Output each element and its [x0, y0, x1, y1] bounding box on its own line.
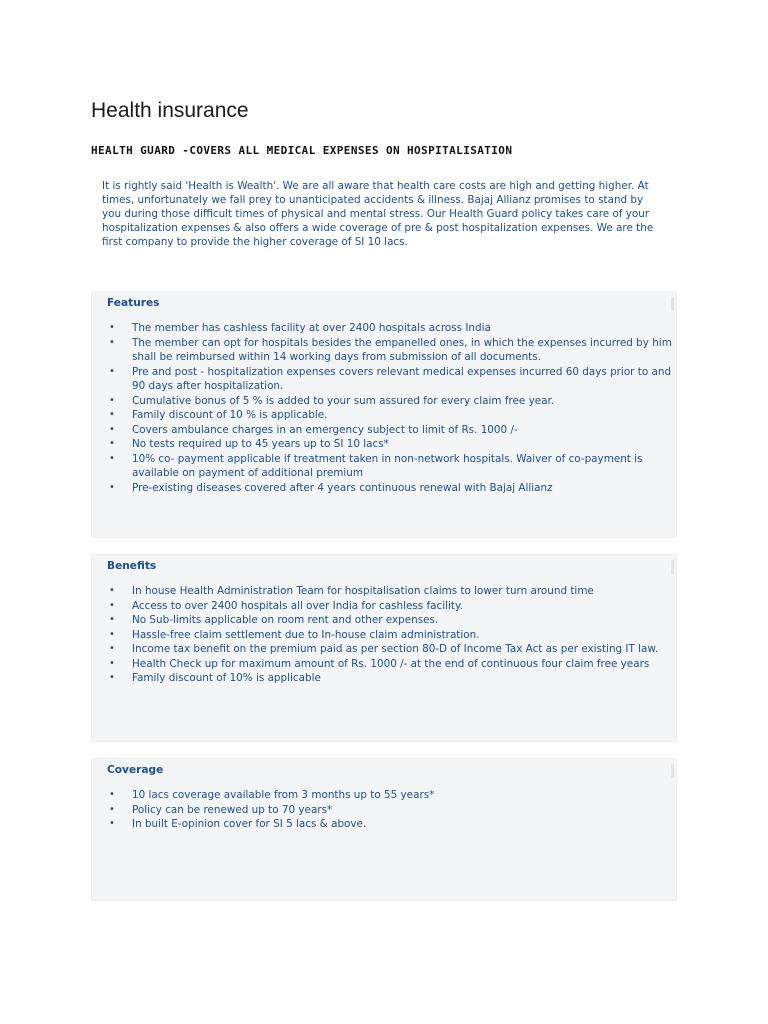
- section-subtitle: HEALTH GUARD -COVERS ALL MEDICAL EXPENSES ON HOSPITALISATION: [91, 144, 513, 157]
- list-item: • 10% co- payment applicable if treatment taken in non-network hospitals. Waiver of co-payment is available on payment of additional premium: [107, 452, 673, 481]
- list-item: • 10 lacs coverage available from 3 months up to 55 years*: [107, 788, 673, 803]
- list-item: • No Sub-limits applicable on room rent and other expenses.: [107, 613, 673, 628]
- list-item: • In built E-opinion cover for SI 5 lacs & above.: [107, 817, 673, 832]
- list-item: • The member can opt for hospitals besides the empanelled ones, in which the expenses incurred by him shall be reimbursed within 14 working days from submission of all documents.: [107, 336, 673, 365]
- benefits-list: [107, 584, 673, 686]
- benefits-heading: Benefits: [107, 560, 157, 572]
- coverage-list: [107, 788, 673, 832]
- list-item: • Access to over 2400 hospitals all over India for cashless facility.: [107, 599, 673, 614]
- features-list: [107, 321, 673, 495]
- intro-paragraph: It is rightly said 'Health is Wealth'. We are all aware that health care costs are high and getting higher. At times, unfortunately we fall prey to unanticipated accidents & illness. Bajaj Allianz promises to stand by you during those difficult times of physical and mental stress. Our Health Guard policy takes care of your hospitalization expenses & also offers a wide coverage of pre & post hospitalization expenses. We are the first company to provide the higher coverage of SI 10 lacs.: [102, 180, 654, 248]
- list-item: • Policy can be renewed up to 70 years*: [107, 803, 673, 818]
- list-item: • Hassle-free claim settlement due to In-house claim administration.: [107, 628, 673, 643]
- list-item: • Covers ambulance charges in an emergency subject to limit of Rs. 1000 /-: [107, 423, 673, 438]
- list-item: • Family discount of 10 % is applicable.: [107, 408, 673, 423]
- page-title: Health insurance: [91, 99, 249, 122]
- list-item: • Cumulative bonus of 5 % is added to your sum assured for every claim free year.: [107, 394, 673, 409]
- coverage-heading: Coverage: [107, 764, 164, 776]
- features-panel: [91, 291, 677, 538]
- list-item: • In house Health Administration Team for hospitalisation claims to lower turn around time: [107, 584, 673, 599]
- list-item: • The member has cashless facility at over 2400 hospitals across India: [107, 321, 673, 336]
- list-item: • Pre-existing diseases covered after 4 years continuous renewal with Bajaj Allianz: [107, 481, 673, 496]
- features-heading: Features: [107, 297, 160, 309]
- list-item: • Pre and post - hospitalization expenses covers relevant medical expenses incurred 60 days prior to and 90 days after hospitalization.: [107, 365, 673, 394]
- list-item: • Family discount of 10% is applicable: [107, 671, 673, 686]
- list-item: • No tests required up to 45 years up to SI 10 lacs*: [107, 437, 673, 452]
- coverage-panel: [91, 758, 677, 901]
- benefits-panel: [91, 554, 677, 742]
- list-item: • Health Check up for maximum amount of Rs. 1000 /- at the end of continuous four claim free years: [107, 657, 673, 672]
- list-item: • Income tax benefit on the premium paid as per section 80-D of Income Tax Act as per existing IT law.: [107, 642, 673, 657]
